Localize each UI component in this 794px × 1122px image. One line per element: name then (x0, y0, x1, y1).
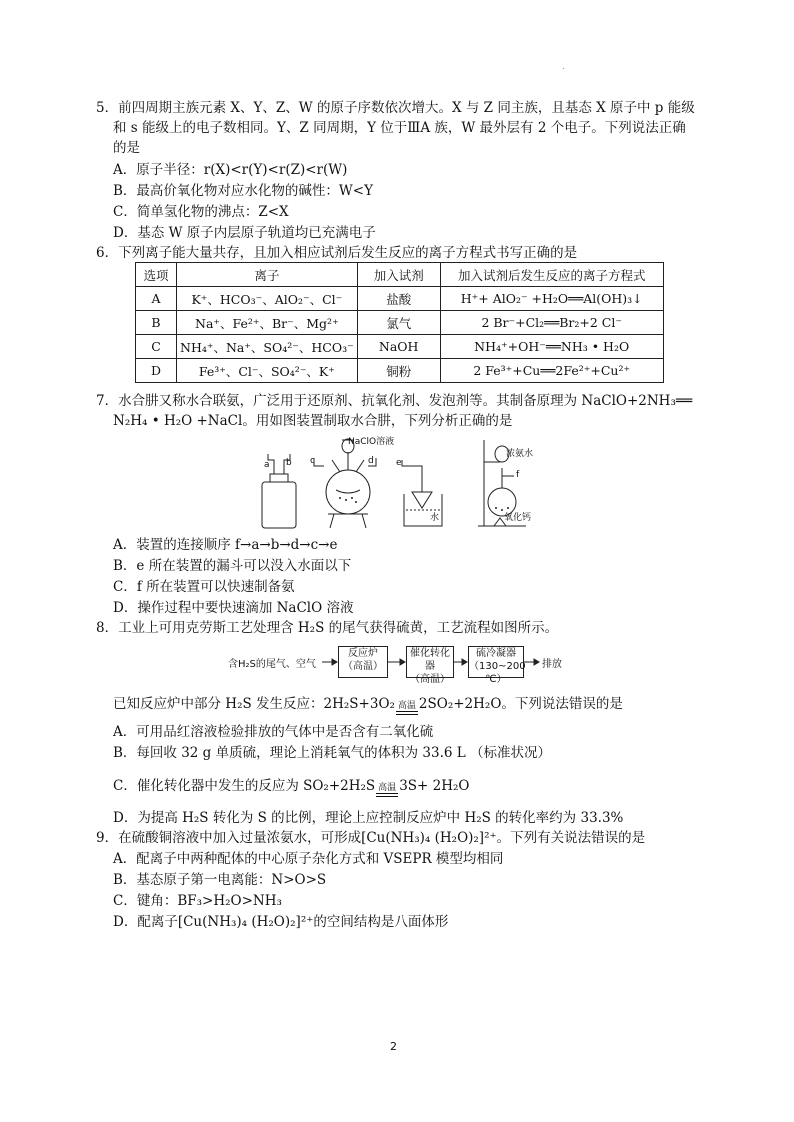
q5-line3: 的是 (113, 140, 140, 156)
label-f: f (516, 470, 520, 480)
q9-option-b: B．基态原子第一电离能：N>O>S (113, 872, 327, 888)
q5-option-c: C．简单氢化物的沸点：Z<X (113, 204, 289, 220)
flow-box-condenser-cond: （130~200 ℃） (469, 661, 526, 685)
q8-option-b: B．每回收 32 g 单质硫，理论上消耗氧气的体积为 33.6 L （标准状况） (113, 745, 552, 761)
flow-box-condenser (468, 646, 526, 685)
table-cell: Na⁺、Fe²⁺、Br⁻、Mg²⁺ (177, 311, 358, 335)
page-number: 2 (390, 1040, 397, 1053)
table-cell: 2 Br⁻+Cl₂══Br₂+2 Cl⁻ (440, 311, 663, 335)
table-row (136, 359, 664, 383)
q7-option-d: D．操作过程中要快速滴加 NaClO 溶液 (113, 600, 354, 616)
table-header: 加入试剂后发生反应的离子方程式 (440, 263, 663, 287)
table-row (136, 287, 664, 311)
q9-option-c: C．键角：BF₃>H₂O>NH₃ (113, 893, 282, 909)
table-row (136, 335, 664, 359)
table-cell: NaOH (357, 335, 440, 359)
process-flow (228, 644, 588, 685)
q8-option-c-post: 3S+ 2H₂O (399, 778, 470, 794)
q7-option-b: B．e 所在装置的漏斗可以没入水面以下 (113, 558, 352, 574)
table-cell: 2 Fe³⁺+Cu══2Fe²⁺+Cu²⁺ (440, 359, 663, 383)
table-cell: 铜粉 (357, 359, 440, 383)
flow-input: 含H₂S的尾气、空气 (228, 659, 316, 670)
table-row (136, 311, 664, 335)
table-cell: 氯气 (357, 311, 440, 335)
table-header: 选项 (136, 263, 177, 287)
table-cell: C (136, 335, 177, 359)
label-e: e (396, 458, 402, 468)
table-header-row (136, 263, 664, 287)
wash-bottle-neck (270, 474, 288, 482)
flow-box-converter (406, 646, 454, 685)
q8-option-c (113, 776, 469, 797)
q7-line1: 7．水合肼又称水合联氨，广泛用于还原剂、抗氧化剂、发泡剂等。其制备原理为 NaClO+2NH₃══ (96, 393, 693, 409)
q5-option-b: B．最高价氧化物对应水化物的碱性：W<Y (113, 183, 374, 199)
condition-label: 高温 (397, 701, 416, 711)
table-cell: D (136, 359, 177, 383)
flow-box-converter-cond: （高温） (410, 674, 450, 685)
label-ammonia: 浓氨水 (506, 449, 534, 459)
tube-c (314, 458, 324, 466)
q5-line1: 5．前四周期主族元素 X、Y、Z、W 的原子序数依次增大。X 与 Z 同主族，且基态 X 原子中 p 能级 (96, 100, 695, 116)
q7-line2: N₂H₄ • H₂O +NaCl。用如图装置制取水合肼，下列分析正确的是 (113, 413, 513, 429)
tripod (328, 514, 368, 528)
q5-option-a: A．原子半径：r(X)<r(Y)<r(Z)<r(W) (113, 162, 348, 178)
label-water: 水 (430, 513, 440, 523)
table-header: 离子 (177, 263, 358, 287)
table-cell: Fe³⁺、Cl⁻、SO₄²⁻、K⁺ (177, 359, 358, 383)
q7-option-a: A．装置的连接顺序 f→a→b→d→c→e (113, 537, 338, 553)
label-a: a (264, 460, 270, 470)
q8-stem: 8．工业上可用克劳斯工艺处理含 H₂S 的尾气获得硫黄，工艺流程如图所示。 (96, 620, 559, 636)
label-cao: 氧化钙 (504, 513, 532, 523)
table-cell: K⁺、HCO₃⁻、AlO₂⁻、Cl⁻ (177, 287, 358, 311)
label-naclo: NaClO溶液 (348, 437, 395, 447)
q8-known-post: 2SO₂+2H₂O。下列说法错误的是 (418, 696, 623, 712)
wash-bottle (262, 482, 296, 528)
ion-table (135, 262, 664, 383)
flow-box-reactor-cond: （高温） (343, 661, 383, 672)
q7-option-c: C．f 所在装置可以快速制备氨 (113, 579, 295, 595)
flow-box-converter-title: 催化转化器 (410, 648, 450, 672)
reaction-condition (376, 784, 398, 797)
table-cell: B (136, 311, 177, 335)
q5-line2: 和 s 能级上的电子数相同。Y、Z 同周期，Y 位于ⅢA 族，W 最外层有 2 个电子。下列说法正确 (113, 120, 686, 136)
q8-option-a: A．可用品红溶液检验排放的气体中是否含有二氧化硫 (113, 724, 434, 740)
table-header: 加入试剂 (357, 263, 440, 287)
q8-known-pre: 已知反应炉中部分 H₂S 发生反应：2H₂S+3O₂ (113, 696, 395, 712)
q8-option-d: D．为提高 H₂S 转化为 S 的比例，理论上应控制反应炉中 H₂S 的转化率约为 33.3% (113, 810, 624, 826)
q6-stem: 6．下列离子能大量共存，且加入相应试剂后发生反应的离子方程式书写正确的是 (96, 245, 578, 261)
table-cell: NH₄⁺、Na⁺、SO₄²⁻、HCO₃⁻ (177, 335, 358, 359)
table-cell: A (136, 287, 177, 311)
table-cell: 盐酸 (357, 287, 440, 311)
q5-option-d: D．基态 W 原子内层原子轨道均已充满电子 (113, 225, 376, 241)
three-neck-flask (326, 470, 370, 514)
table-cell: NH₄⁺+OH⁻══NH₃ • H₂O (440, 335, 663, 359)
condition-label: 高温 (378, 783, 397, 793)
flow-box-condenser-title: 硫冷凝器 (476, 648, 516, 659)
table-cell: H⁺+ AlO₂⁻ +H₂O══Al(OH)₃↓ (440, 287, 663, 311)
q9-option-d: D．配离子[Cu(NH₃)₄ (H₂O)₂]²⁺的空间结构是八面体形 (113, 914, 449, 930)
tube-e (402, 460, 422, 492)
label-b: b (286, 458, 292, 468)
flow-output: 排放 (542, 659, 562, 670)
reaction-condition (396, 702, 418, 715)
label-c: c (310, 456, 315, 466)
q8-known (113, 694, 623, 715)
q9-option-a: A．配离子中两种配体的中心原子杂化方式和 VSEPR 模型均相同 (113, 851, 504, 867)
flow-box-reactor-title: 反应炉 (348, 648, 378, 659)
header-mark: . (562, 62, 565, 71)
flow-box-reactor (338, 646, 388, 678)
equal-sign (376, 793, 398, 797)
q9-stem: 9．在硫酸铜溶液中加入过量浓氨水，可形成[Cu(NH₃)₄ (H₂O)₂]²⁺。下列有关说法错误的是 (96, 830, 646, 846)
q8-option-c-pre: C．催化转化器中发生的反应为 SO₂+2H₂S (113, 778, 376, 794)
label-d: d (368, 456, 374, 466)
inverted-funnel (412, 492, 432, 508)
equal-sign (396, 711, 418, 715)
